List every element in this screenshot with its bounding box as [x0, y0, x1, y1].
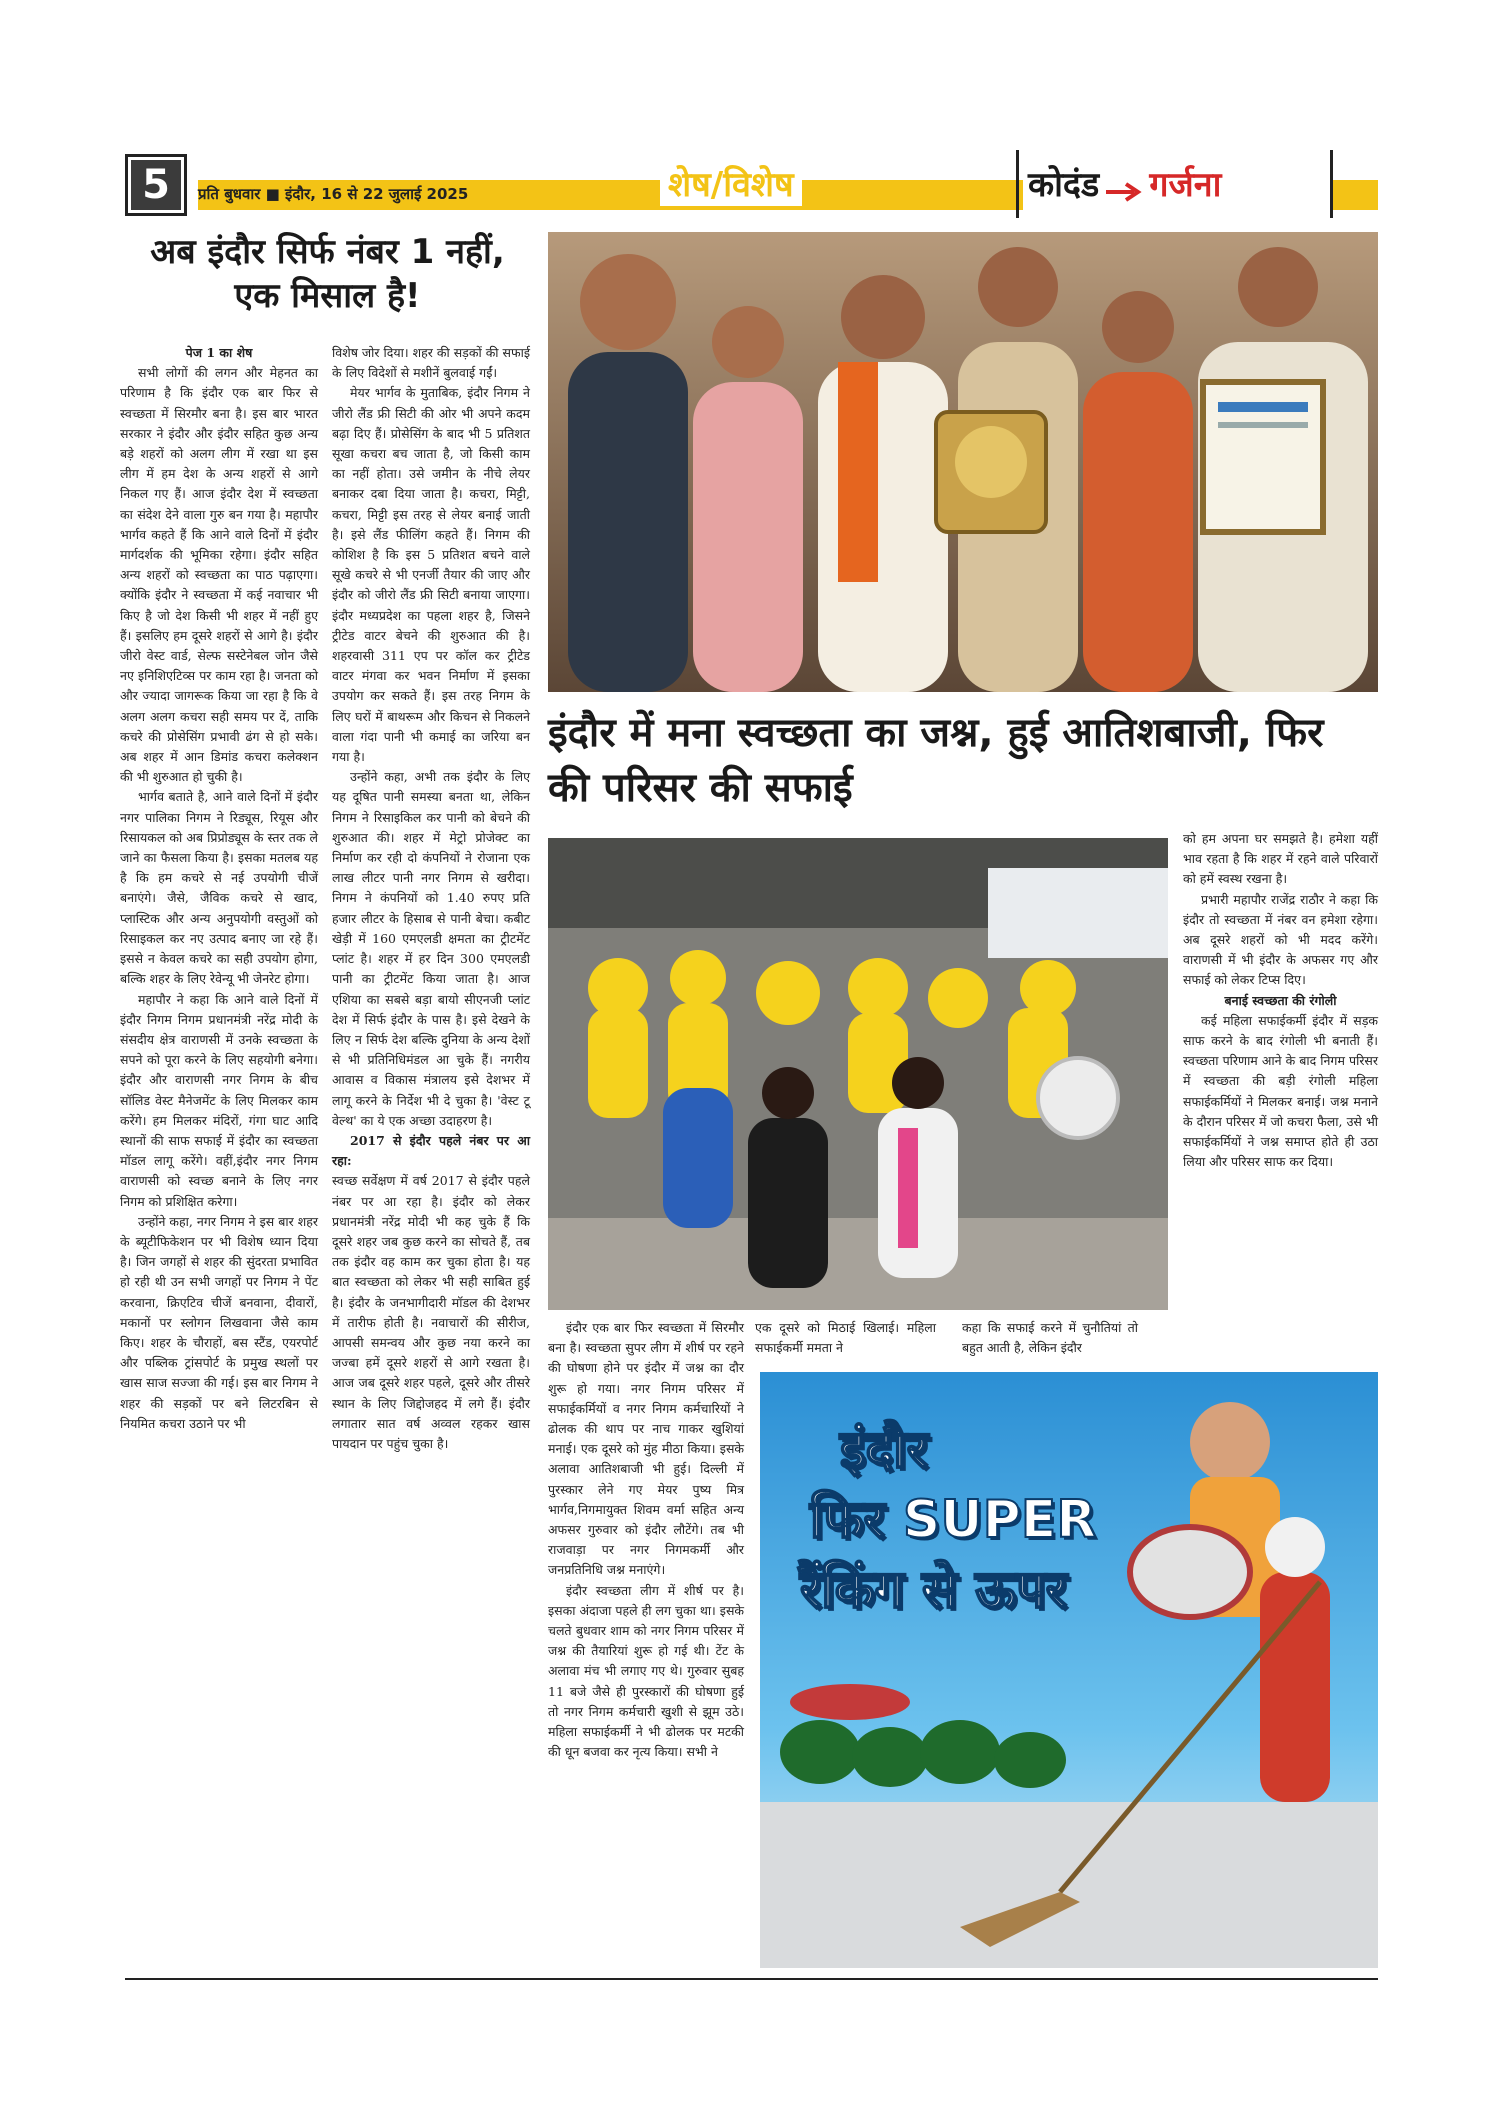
article-column-right — [1183, 829, 1378, 1172]
paragraph: महापौर ने कहा कि आने वाले दिनों में इंदौर निगम निगम प्रधानमंत्री नरेंद्र मोदी के संसदीय क्षेत्र वाराणसी में उनके स्वच्छता के सपने को पूरा करने के लिए सहयोगी बनेगा। इंदौर और वाराणसी नगर निगम के बीच सॉलिड वेस्ट मैनेजमेंट के लिए मिलकर काम करेंगे। हम मिलकर मंदिरों, गंगा घाट आदि स्थानों की साफ सफाई में इंदौर का स्वच्छता मॉडल लागू करेंगे। वहीं,इंदौर नगर निगम वाराणसी को स्वच्छ बनाने के लिए नगर निगम को प्रशिक्षित करेगा। — [120, 991, 318, 1209]
paragraph: प्रभारी महापौर राजेंद्र राठौर ने कहा कि इंदौर तो स्वच्छता में नंबर वन हमेशा रहेगा। अब दूसरे शहरों को भी मदद करेंगे। वाराणसी में भी इंदौर के अफसर गए और सफाई को लेकर टिप्स दिए। — [1183, 891, 1378, 988]
celebration-dance-photo — [548, 838, 1168, 1310]
article-column-mid-2 — [755, 1318, 936, 1358]
banner-line-1: इंदौर — [840, 1420, 928, 1480]
header-divider — [1016, 150, 1019, 218]
paragraph: भार्गव बताते है, आने वाले दिनों में इंदौर नगर पालिका निगम ने रिड्यूस, रियूस और रिसायकल को अब प्रिप्रोड्यूस के स्तर तक ले जाने का फैसला किया है। इसका मतलब यह है कि हम कचरे से नई उपयोगी चीजें बनाएंगे। जैसे, जैविक कचरे से खाद, प्लास्टिक और अन्य अनुपयोगी वस्तुओं को रिसाइकल कर नए उत्पाद बनाए जा रहे हैं। इससे न केवल कचरे का सही उपयोग होगा, बल्कि शहर के लिए रेवेन्यू भी जेनरेट होगा। — [120, 789, 318, 987]
paragraph: स्वच्छ सर्वेक्षण में वर्ष 2017 से इंदौर पहले नंबर पर आ रहा है। इंदौर को लेकर प्रधानमंत्री नरेंद्र मोदी भी कह चुके हैं कि दूसरे शहर जब कुछ करने का सोचते हैं, तब तक इंदौर वह काम कर चुका होता है। यह बात स्वच्छता को लेकर भी सही साबित हुई है। इंदौर के जनभागीदारी मॉडल की देशभर में तारीफ होती है। नवाचारों की सीरीज, आपसी समन्वय और कुछ नया करने का जज्बा हमें दूसरे शहरों से आगे रखता है। आज जब दूसरे शहर पहले, दूसरे और तीसरे स्थान के लिए जिद्दोजहद में लगे हैं। इंदौर लगातार सात वर्ष अव्वल रहकर खास पायदान पर पहुंच चुका है। — [332, 1173, 530, 1451]
second-headline: इंदौर में मना स्वच्छता का जश्न, हुई आतिशबाजी, फिर की परिसर की सफाई — [548, 710, 1324, 811]
article-column-1 — [120, 343, 318, 1434]
paragraph: इंदौर एक बार फिर स्वच्छता में सिरमौर बना है। स्वच्छता सुपर लीग में शीर्ष पर रहने की घोषणा होने पर इंदौर में जश्न का दौर शुरू हो गया। नगर निगम परिसर में सफाईकर्मियों व नगर निगम कर्मचारियों ने ढोलक की थाप पर नाच गाकर खुशियां मनाई। एक दूसरे को मुंह मीठा किया। इसके अलावा आतिशबाजी भी हुई। दिल्ली में पुरस्कार लेने गए मेयर पुष्य मित्र भार्गव,निगमायुक्त शिवम वर्मा सहित अन्य अफसर गुरुवार को इंदौर लौटेंगे। तब भी राजवाड़ा पर नगर निगमकर्मी और जनप्रतिनिधि जश्न मनाएंगे। — [548, 1320, 744, 1578]
banner-line-2: फिर SUPER — [810, 1490, 1097, 1550]
issue-date-line: प्रति बुधवार ■ इंदौर, 16 से 22 जुलाई 2025 — [198, 185, 469, 203]
header-divider — [1330, 150, 1333, 218]
article-column-mid-3 — [962, 1318, 1138, 1358]
article-column-2 — [332, 343, 530, 1454]
main-headline: अब इंदौर सिर्फ नंबर 1 नहीं, एक मिसाल है! — [150, 232, 505, 316]
banner-line-3: रैंकिंग से ऊपर — [800, 1560, 1067, 1620]
arrow-icon — [1104, 181, 1144, 203]
header-bar-right — [1333, 180, 1378, 210]
paragraph: कई महिला सफाईकर्मी इंदौर में सड़क साफ करने के बाद रंगोली भी बनाती हैं। स्वच्छता परिणाम आने के बाद निगम परिसर में स्वच्छता की बड़ी रंगोली महिला सफाईकर्मियों ने मिलकर बनाई। जश्न मनाने के दौरान परिसर में जो कचरा फैला, उसे भी सफाईकर्मियों ने जश्न समाप्त होते ही उठा लिया और परिसर साफ कर दिया। — [1183, 1012, 1378, 1170]
column-subheading: पेज 1 का शेष — [185, 345, 253, 360]
paragraph: इंदौर स्वच्छता लीग में शीर्ष पर है। इसका अंदाजा पहले ही लग चुका था। इसके चलते बुधवार शाम को नगर निगम परिसर में जश्न की तैयारियां शुरू हो गई थी। टेंट के अलावा मंच भी लगाए गए थे। गुरुवार सुबह 11 बजे जैसे ही पुरस्कारों की घोषणा हुई तो नगर निगम कर्मचारी खुशी से झूम उठे। महिला सफाईकर्मी ने भी ढोलक पर मटकी की धून बजवा कर नृत्य किया। सभी ने — [548, 1582, 744, 1760]
logo-text-left: कोदंड — [1028, 165, 1100, 205]
page-number: 5 — [131, 160, 181, 210]
page-number-box — [125, 154, 187, 216]
paragraph: उन्होंने कहा, नगर निगम ने इस बार शहर के ब्यूटीफिकेशन पर भी विशेष ध्यान दिया है। जिन जगहों से शहर की सुंदरता प्रभावित हो रही थी उन सभी जगहों पर निगम ने पेंट करवाना, क्रिएटिव चीजें बनवाना, दीवारों, मकानों पर स्लोगन लिखवाना जैसे काम किए। शहर के चौराहों, बस स्टैंड, एयरपोर्ट और पब्लिक ट्रांसपोर्ट के प्रमुख स्थलों पर खास साज सज्जा की गई। इस बार निगम ने शहर की सड़कों पर बने लिटरबिन से नियमित कचरा उठाने पर भी — [120, 1213, 318, 1431]
paragraph: उन्होंने कहा, अभी तक इंदौर के लिए यह दूषित पानी समस्या बनता था, लेकिन निगम ने रिसाइकिल कर पानी को बेचने की शुरुआत की। शहर में मेट्रो प्रोजेक्ट का निर्माण कर रही दो कंपनियों ने रोजाना एक लाख लीटर पानी नगर निगम से खरीदा। निगम ने कंपनियों को 1.40 रुपए प्रति हजार लीटर के हिसाब से पानी बेचा। कबीट खेड़ी में 160 एमएलडी क्षमता का ट्रीटमेंट प्लांट है। शहर में हर दिन 300 एमएलडी पानी का ट्रीटमेंट किया जाता है। आज एशिया का सबसे बड़ा बायो सीएनजी प्लांट देश में सिर्फ इंदौर के पास है। इसे देखने के लिए न सिर्फ देश बल्कि दुनिया के अन्य देशों से भी प्रतिनिधिमंडल आ चुके हैं। नगरीय आवास व विकास मंत्रालय इसे देशभर में लागू करने के निर्देश भी दे चुका है। 'वेस्ट टू वेल्थ' का ये एक अच्छा उदाहरण है। — [332, 769, 530, 1128]
super-ranking-banner — [760, 1372, 1378, 1968]
masthead-logo — [1028, 160, 1328, 210]
bottom-rule — [125, 1978, 1378, 1980]
award-ceremony-photo — [548, 232, 1378, 692]
paragraph: को हम अपना घर समझते है। हमेशा यहीं भाव रहता है कि शहर में रहने वाले परिवारों को हमें स्वस्थ रखना है। — [1183, 831, 1378, 887]
paragraph: एक दूसरे को मिठाई खिलाई। महिला सफाईकर्मी ममता ने — [755, 1320, 936, 1356]
bold-lead: 2017 से इंदौर पहले नंबर पर आ रहा: — [332, 1132, 530, 1169]
paragraph: कहा कि सफाई करने में चुनौतियां तो बहुत आती है, लेकिन इंदौर — [962, 1320, 1138, 1356]
section-label: शेष/विशेष — [660, 160, 802, 206]
column-subheading: बनाई स्वच्छता की रंगोली — [1224, 992, 1337, 1008]
article-column-mid-1 — [548, 1318, 744, 1762]
paragraph: सभी लोगों की लगन और मेहनत का परिणाम है कि इंदौर एक बार फिर से स्वच्छता में सिरमौर बना है। इस बार भारत सरकार ने इंदौर और इंदौर सहित कुछ अन्य बड़े शहरों को अलग लीग में रखा था इस लीग में हम देश के अन्य शहरों से आगे निकल गए हैं। आज इंदौर देश में स्वच्छता का संदेश देने वाला गुरु बन गया है। महापौर भार्गव कहते हैं कि आने वाले दिनों में इंदौर मार्गदर्शक की भूमिका रहेगा। इंदौर सहित अन्य शहरों को स्वच्छता का पाठ पढ़ाएगा। क्योंकि इंदौर ने स्वच्छता में कई नवाचार भी किए है जो देश किसी भी शहर में नहीं हुए हैं। इसलिए हम दूसरे शहरों से आगे है। इंदौर जीरो वेस्ट वार्ड, सेल्फ सस्टेनेबल जोन जैसे नए इनिशिएटिव्स पर काम रहा है। जनता को और ज्यादा जागरूक किया जा रहा है कि वे अलग अलग कचरा सही समय पर दें, ताकि कचरे की प्रोसेसिंग प्रभावी ढंग से हो सके। अब शहर में आन डिमांड कचरा कलेक्शन की भी शुरुआत हो चुकी है। — [120, 365, 318, 785]
paragraph: विशेष जोर दिया। शहर की सड़कों की सफाई के लिए विदेशों से मशीनें बुलवाई गईं। — [332, 345, 530, 381]
paragraph: मेयर भार्गव के मुताबिक, इंदौर निगम ने जीरो लैंड फ्री सिटी की ओर भी अपने कदम बढ़ा दिए हैं। प्रोसेसिंग के बाद भी 5 प्रतिशत सूखा कचरा बच जाता है, जो किसी काम का नहीं होता। उसे जमीन के नीचे लेयर बनाकर दबा दिया जाता है। कचरा, मिट्टी, कचरा, मिट्टी इस तरह से लेयर बनाई जाती है। इसे लैंड फीलिंग कहते हैं। निगम की कोशिश है कि इस 5 प्रतिशत बचने वाले सूखे कचरे से भी एनर्जी तैयार की जाए और इंदौर को जीरो लैंड फ्री सिटी बनाया जाएगा। इंदौर मध्यप्रदेश का पहला शहर है, जिसने ट्रीटेड वाटर बेचने की शुरुआत की है। शहरवासी 311 एप पर कॉल कर ट्रीटेड वाटर मंगवा कर भवन निर्माण में इसका उपयोग कर सकते हैं। इस तरह निगम के लिए घरों में बाथरूम और किचन से निकलने वाला गंदा पानी भी कमाई का जरिया बन गया है। — [332, 385, 530, 765]
logo-text-right: गर्जना — [1149, 165, 1222, 205]
